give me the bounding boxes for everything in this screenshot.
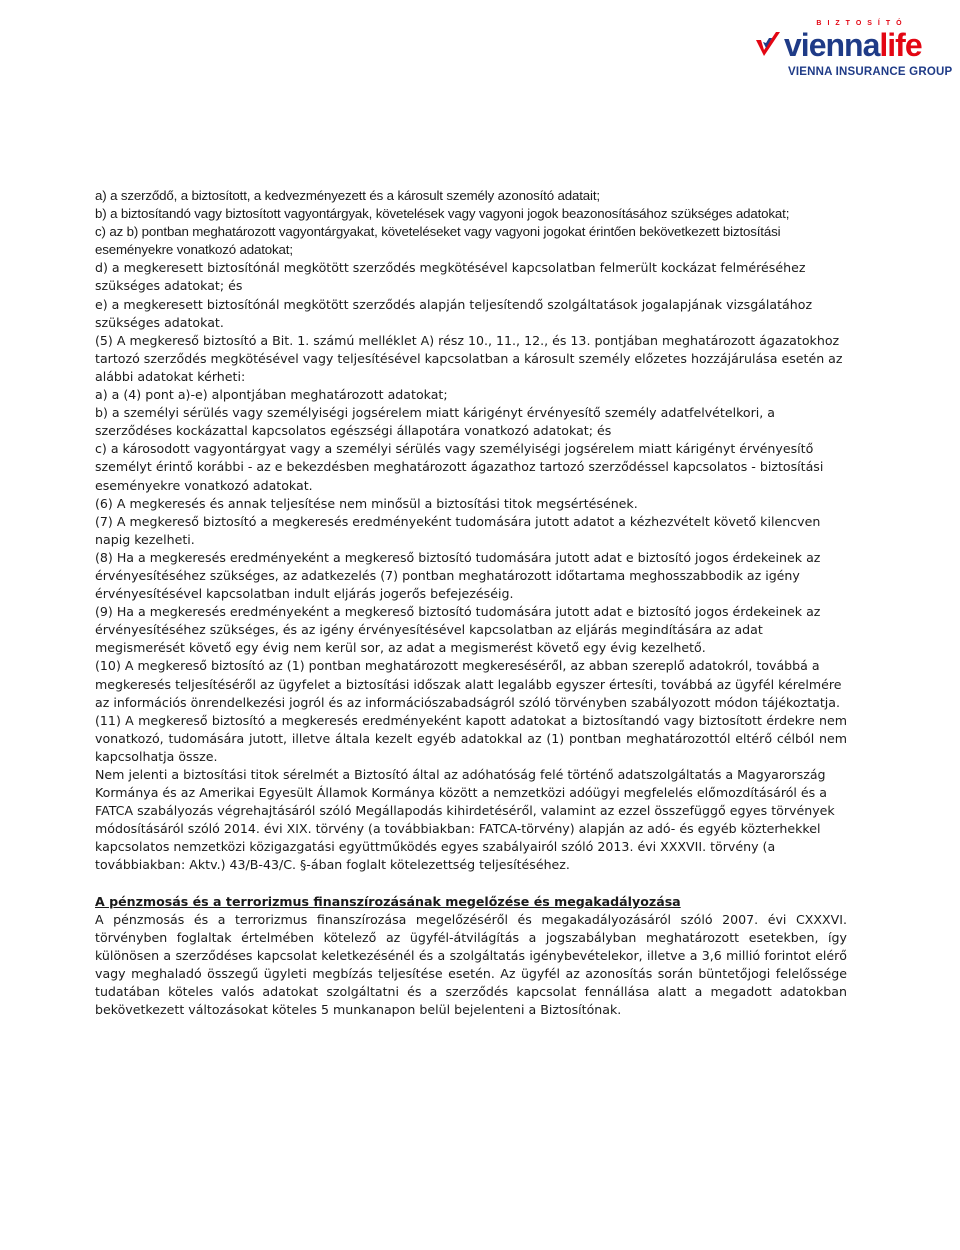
paragraph-aml: A pénzmosás és a terrorizmus finanszírozása megelőzéséről és megakadályozásáról szóló 2007. évi CXXXVI. törvényben foglaltak értelmében kötelező az ügyfél-átvilágítás a jogszabályban meghatározott esetekben, így különösen a szerződéses kapcsolat keletkezésénél és a szolgáltatás igénybevételekor, illetve a 3,6 millió forintot elérő vagy meghaladó összegű ügyleti megbízás teljesítése esetén. Az ügyfél az azonosítás során büntetőjogi felelőssége tudatában köteles valós adatokat szolgáltatni és a szerződés kapcsolat fennállása alatt a megadott adatokban bekövetkezett változásokat köteles 5 munkanapon belül bejelenteni a Biztosítónak.	[95, 911, 847, 1018]
paragraph-6: (6) A megkeresés és annak teljesítése nem minősül a biztosítási titok megsértésének.	[95, 495, 638, 511]
item-4d: d) a megkeresett biztosítónál megkötött szerződés megkötésével kapcsolatban felmerült kockázat felméréséhez szükséges adatokat; és	[95, 260, 806, 294]
logo-checkmark-icon	[754, 30, 782, 58]
paragraph-8: (8) Ha a megkeresés eredményeként a megkereső biztosító tudomására jutott adat e biztosító jogos érdekeinek az érvényesítéséhez szükséges, az adatkezelés (7) pontban meghatározott időtartama meghosszabbodik az igény érvényesítésével kapcsolatban indult eljárás jogerős befejezéséig.	[95, 549, 821, 602]
paragraph-5: (5) A megkereső biztosító a Bit. 1. számú melléklet A) rész 10., 11., 12., és 13. pontjában meghatározott ágazatokhoz tartozó szerződés megkötésével vagy teljesítésével kapcsolatban a károsult személy előzetes hozzájárulása esetén az alábbi adatokat kérheti:	[95, 332, 843, 384]
item-5c: c) a károsodott vagyontárgyat vagy a személyi sérülés vagy személyiségi jogsérelem miatt kárigényt érvényesítő személyt érintő korábbi - az e bekezdésben meghatározott ágazathoz tartozó szerződéssel kapcsolatos - biztosítási eseményekre vonatkozó adatokat.	[95, 441, 824, 493]
document-body	[95, 187, 847, 1019]
vienna-life-logo	[750, 16, 953, 82]
paragraph-7: (7) A megkereső biztosító a megkeresés eredményeként tudomására jutott adatot a kézhezvételt követő kilencven napig kezelheti.	[95, 513, 821, 547]
paragraph-10: (10) A megkereső biztosító az (1) pontban meghatározott megkereséséről, az abban szereplő adatokról, továbbá a megkeresés teljesítéséről az ügyfelet a biztosítási időszak alatt legalább egyszer értesíti, továbbá az ügyfél kérelmére az információs önrendelkezési jogról és az információszabadságról szóló törvényben szabályozott módon tájékoztatja.	[95, 658, 842, 710]
item-4a: a) a szerződő, a biztosított, a kedvezményezett és a károsult személy azonosító adatait;	[95, 188, 600, 203]
item-4b: b) a biztosítandó vagy biztosított vagyontárgyak, követelések vagy vagyoni jogok beazonosításához szükséges adatokat;	[95, 206, 790, 222]
logo-life-text: life	[879, 27, 922, 63]
logo-brand-small: BIZTOSÍTÓ	[816, 20, 908, 27]
paragraph-fatca: Nem jelenti a biztosítási titok sérelmét a Biztosító által az adóhatóság felé történő adatszolgáltatás a Magyarország Kormánya és az Amerikai Egyesült Államok Kormánya között a nemzetközi adóügyi megfelelés előmozdításáról és a FATCA szabályozás végrehajtásáról szóló Megállapodás kihirdetéséről, valamint az ezzel összefüggő egyes törvények módosításáról szóló 2014. évi XIX. törvény (a továbbiakban: FATCA-törvény) alapján az adó- és egyéb közterhekkel kapcsolatos nemzetközi közigazgatási együttműködés egyes szabályairól szóló 2013. évi XXXVII. törvény (a továbbiakban: Aktv.) 43/B-43/C. §-ában foglalt kötelezettség teljesítéséhez.	[95, 767, 835, 873]
paragraph-9: (9) Ha a megkeresés eredményeként a megkereső biztosító tudomására jutott adat e biztosító jogos érdekeinek az érvényesítéséhez szükséges, és az igény érvényesítésével kapcsolatban az eljárás megindítására az adat megismerését követő egy évig nem kerül sor, az adat a megismerést követő egy évig kezelhető.	[95, 604, 821, 656]
item-4e: e) a megkeresett biztosítónál megkötött szerződés alapján teljesítendő szolgáltatások jogalapjának vizsgálatához szükséges adatokat.	[95, 296, 813, 330]
paragraph-11: (11) A megkereső biztosító a megkeresés eredményeként kapott adatokat a biztosítandó vagy biztosított érdekre nem vonatkozó, tudomására jutott, illetve általa kezelt egyéb adatokkal az (1) pontban meghatározottól eltérő célból nem kapcsolhatja össze.	[95, 712, 847, 764]
item-5b: b) a személyi sérülés vagy személyiségi jogsérelem miatt kárigényt érvényesítő személy adatfelvételkori, a szerződéses kockázattal kapcsolatos egészségi állapotára vonatkozó adatokat; és	[95, 405, 776, 439]
logo-vienna-text: vienna	[784, 27, 880, 63]
logo-group-text: VIENNA INSURANCE GROUP	[788, 66, 953, 78]
section-heading: A pénzmosás és a terrorizmus finanszírozásának megelőzése és megakadályozása	[95, 893, 681, 909]
item-4c: c) az b) pontban meghatározott vagyontárgyakat, követeléseket vagy vagyoni jogokat érintően bekövetkezett biztosítási eseményekre vonatkozó adatokat;	[95, 224, 781, 258]
item-5a: a) a (4) pont a)-e) alpontjában meghatározott adatokat;	[95, 387, 448, 403]
logo-wordmark	[784, 28, 922, 62]
